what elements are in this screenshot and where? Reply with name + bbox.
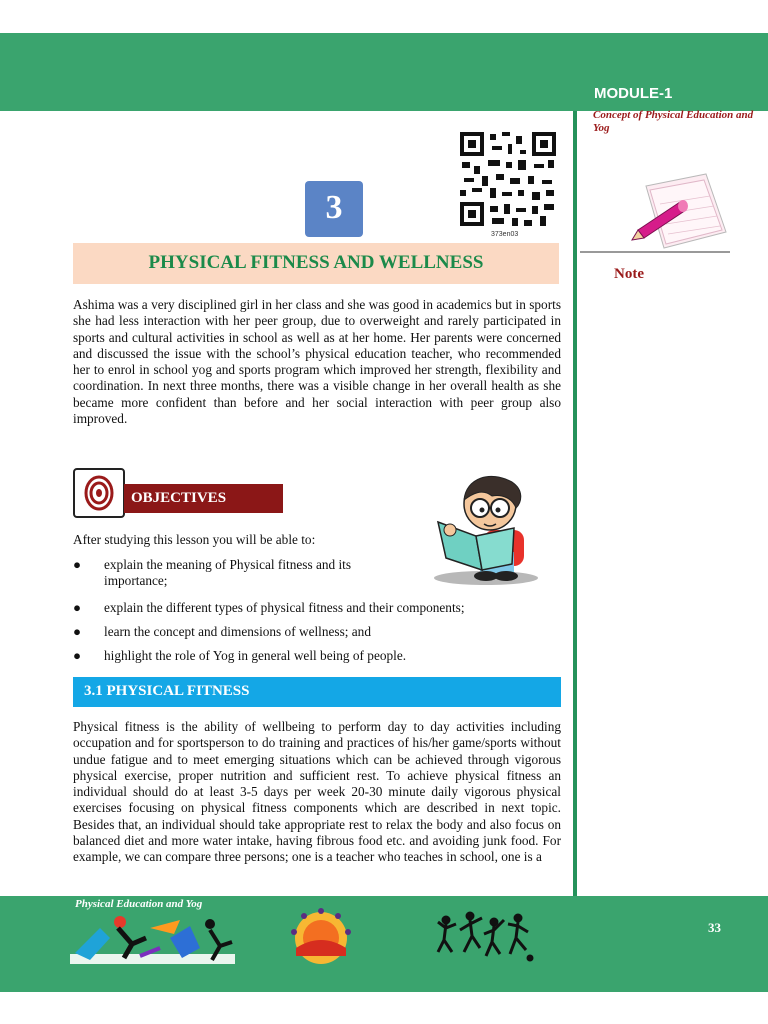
objective-text: explain the different types of physical fitness and their components;: [104, 600, 465, 615]
sun-emblem-icon: [288, 908, 354, 968]
athletes-silhouettes-icon: [436, 908, 536, 968]
objective-text: learn the concept and dimensions of wellness; and: [104, 624, 371, 639]
page-number: 33: [708, 920, 721, 935]
section-heading: 3.1 PHYSICAL FITNESS: [84, 683, 250, 699]
section-paragraph: Physical fitness is the ability of wellbeing to perform day to day activities including occupation and for sportsperson to do training and practices of his/her game/sports without undue fatigue and to meet emerging situations which can be achieved through vigorous physical exercise, proper nutrition and sufficient rest. To achieve physical fitness an individual should do at least 3-5 days per week 20-30 minute daily vigorous physical exercises focusing on physical fitness components which are described in next topic. Besides that, an individual should take appropriate rest to relax the body and also focus on balanced diet and more water intake, having fibrous food etc. and avoiding junk food. For example, we can compare three persons; one is a teacher who teaches in school, one is a: [73, 719, 561, 865]
margin-divider: [573, 111, 577, 898]
section-heading-bar: [73, 677, 561, 707]
objective-text: explain the meaning of Physical fitness and its importance;: [104, 557, 352, 588]
module-subtitle: Concept of Physical Education and Yog: [593, 109, 754, 134]
objectives-heading: OBJECTIVES: [131, 490, 227, 506]
reading-boy-illustration: [428, 472, 538, 587]
intro-paragraph: Ashima was a very disciplined girl in her class and she was good in academics but in sports she had less interaction with her peer group, due to overweight and rarely participated in sports and cultural activities in school as well as at her home. Her parents were concerned and discussed the issue with the school’s physical education teacher, who recommended her to enrol in school yog and sports program which improved her strength, flexibility and coordination. In next three months, there was a visible change in her overall health as she became more confident than before and her social interaction with peer group also improved.: [73, 297, 561, 427]
objectives-heading-bar: [124, 484, 283, 513]
sports-collage-icon: [70, 908, 235, 968]
objectives-intro: After studying this lesson you will be able to:: [73, 532, 316, 547]
title-bar: [73, 243, 559, 284]
note-pencil-icon: [580, 168, 730, 263]
module-label: MODULE-1: [594, 85, 673, 102]
bullet-icon: ●: [73, 648, 82, 663]
objective-text: highlight the role of Yog in general well being of people.: [104, 648, 407, 663]
note-label: Note: [614, 266, 644, 282]
qr-code-icon[interactable]: [458, 130, 558, 228]
bullet-icon: ●: [73, 600, 82, 615]
qr-code-id: 373en03: [491, 231, 519, 238]
bullet-icon: ●: [73, 624, 82, 639]
lesson-title: PHYSICAL FITNESS AND WELLNESS: [148, 252, 484, 273]
bullet-icon: ●: [73, 557, 82, 572]
objectives-target-icon: [73, 468, 125, 518]
lesson-number: 3: [305, 181, 363, 237]
footer-title: Physical Education and Yog: [75, 898, 203, 910]
